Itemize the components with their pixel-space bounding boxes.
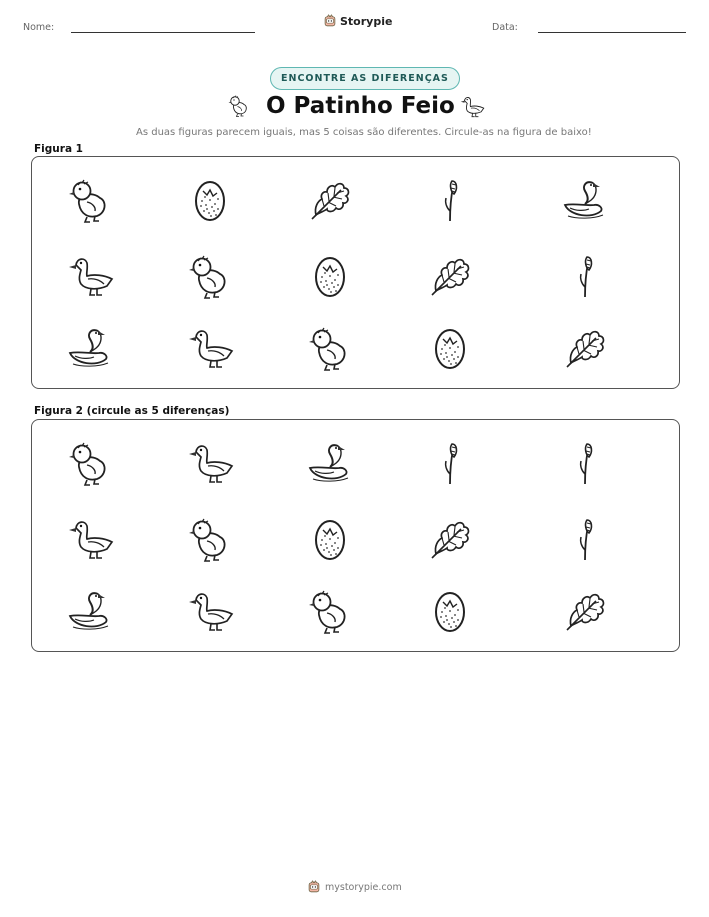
date-field[interactable] [538, 32, 686, 33]
leaf-icon [420, 245, 480, 305]
egg-icon[interactable] [300, 508, 360, 568]
egg-icon [420, 317, 480, 377]
page-title: O Patinho Feio [266, 93, 455, 119]
egg-icon [300, 245, 360, 305]
footer-site[interactable]: mystorypie.com [325, 881, 402, 893]
name-field[interactable] [71, 32, 255, 33]
swan-icon[interactable] [300, 432, 360, 492]
duckling-icon[interactable] [60, 432, 120, 492]
figure1-label: Figura 1 [34, 143, 83, 155]
leaf-icon [300, 169, 360, 229]
egg-icon[interactable] [420, 580, 480, 640]
swan-icon [555, 169, 615, 229]
duckling-icon [60, 169, 120, 229]
reed-icon[interactable] [555, 432, 615, 492]
duckling-icon [300, 317, 360, 377]
swan-icon[interactable] [60, 580, 120, 640]
leaf-icon[interactable] [420, 508, 480, 568]
logo-text: Storypie [340, 14, 393, 28]
reed-icon[interactable] [555, 508, 615, 568]
duck-icon[interactable] [60, 508, 120, 568]
find-differences-badge: ENCONTRE AS DIFERENÇAS [270, 67, 460, 90]
duckling-icon[interactable] [300, 580, 360, 640]
storypie-logo [323, 14, 392, 28]
figure2-panel[interactable] [31, 419, 680, 652]
figure1-panel [31, 156, 680, 389]
duckling-icon[interactable] [180, 508, 240, 568]
reed-icon [420, 169, 480, 229]
footer [307, 880, 402, 894]
duck-icon[interactable] [180, 432, 240, 492]
leaf-icon [555, 317, 615, 377]
leaf-icon[interactable] [555, 580, 615, 640]
name-label: Nome: [23, 22, 55, 33]
egg-icon [180, 169, 240, 229]
duck-icon [180, 317, 240, 377]
duckling-icon [180, 245, 240, 305]
instructions: As duas figuras parecem iguais, mas 5 coisas são diferentes. Circule-as na figura de baixo! [136, 127, 592, 138]
swan-icon [60, 317, 120, 377]
figure2-label: Figura 2 (circule as 5 diferenças) [34, 405, 230, 417]
storypie-mascot-icon [307, 880, 321, 894]
reed-icon [555, 245, 615, 305]
duck-title-icon [456, 90, 488, 122]
reed-icon[interactable] [420, 432, 480, 492]
storypie-mascot-icon [323, 14, 337, 28]
duckling-title-icon [224, 90, 254, 120]
duck-icon [60, 245, 120, 305]
date-label: Data: [492, 22, 518, 33]
duck-icon[interactable] [180, 580, 240, 640]
